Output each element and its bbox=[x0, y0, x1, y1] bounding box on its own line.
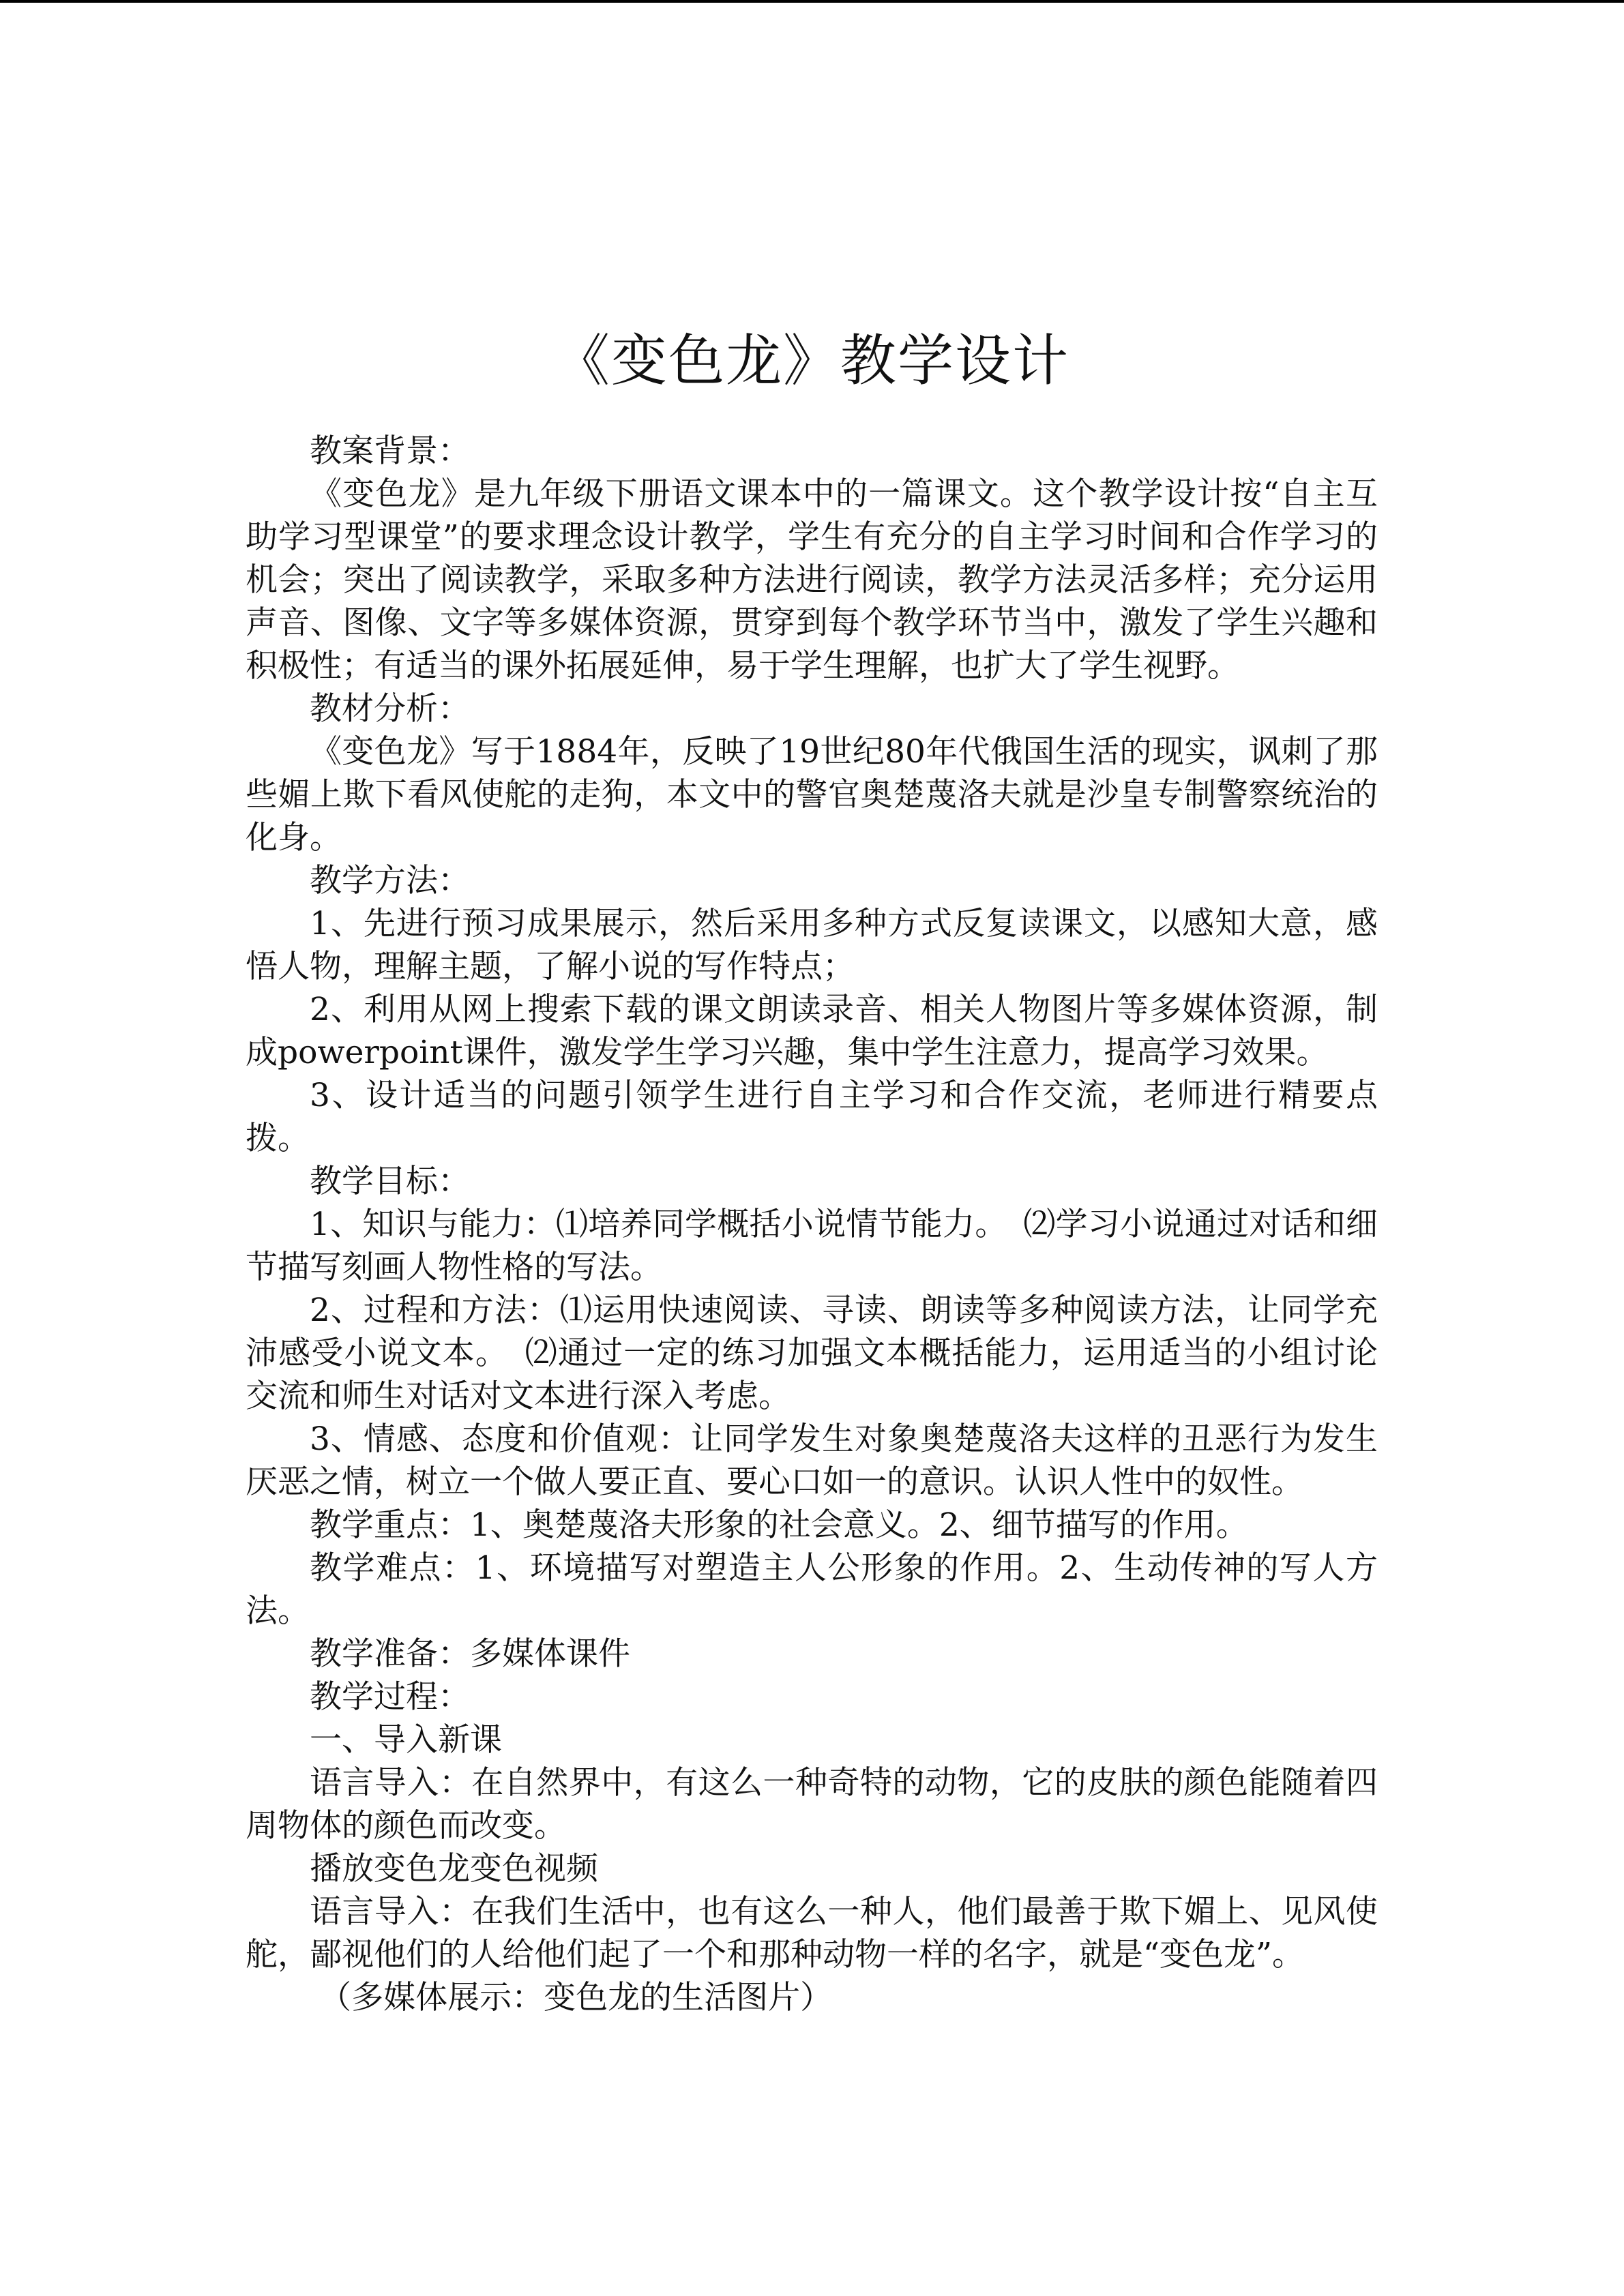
teaching-preparation: 教学准备：多媒体课件 bbox=[310, 1635, 630, 1673]
section-heading-teaching-process: 教学过程： bbox=[310, 1678, 470, 1716]
teaching-goal-item-1: 1、知识与能力：⑴培养同学概括小说情节能力。 ⑵学习小说通过对话和细节描写刻画人物性格的写法。 bbox=[246, 1206, 1378, 1286]
section-heading-teaching-method: 教学方法： bbox=[310, 862, 470, 899]
language-intro-2: 语言导入：在我们生活中，也有这么一种人，他们最善于欺下媚上、见风使舵，鄙视他们的人给他们起了一个和那种动物一样的名字，就是“变色龙”。 bbox=[246, 1893, 1378, 1973]
background-paragraph: 《变色龙》是九年级下册语文课本中的一篇课文。这个教学设计按“自主互助学习型课堂”的要求理念设计教学，学生有充分的自主学习时间和合作学习的机会；突出了阅读教学，采取多种方法进行阅读，教学方法灵活多样；充分运用声音、图像、文字等多媒体资源，贯穿到每个教学环节当中，激发了学生兴趣和积极性；有适当的课外拓展延伸，易于学生理解，也扩大了学生视野。 bbox=[246, 475, 1378, 685]
play-video-note: 播放变色龙变色视频 bbox=[310, 1850, 598, 1888]
teaching-key-points: 教学重点：1、奥楚蔑洛夫形象的社会意义。2、细节描写的作用。 bbox=[310, 1506, 1248, 1544]
teaching-goal-item-3: 3、情感、态度和价值观：让同学发生对象奥楚蔑洛夫这样的丑恶行为发生厌恶之情，树立一个做人要正直、要心口如一的意识。认识人性中的奴性。 bbox=[246, 1420, 1378, 1501]
document-page bbox=[246, 320, 1378, 2019]
section-heading-teaching-goals: 教学目标： bbox=[310, 1163, 470, 1200]
teaching-method-item-2: 2、利用从网上搜索下载的课文朗读录音、相关人物图片等多媒体资源，制成powerpoint课件，激发学生学习兴趣，集中学生注意力，提高学习效果。 bbox=[246, 991, 1378, 1071]
teaching-goal-item-2: 2、过程和方法：⑴运用快速阅读、寻读、朗读等多种阅读方法，让同学充沛感受小说文本。 ⑵通过一定的练习加强文本概括能力，运用适当的小组讨论交流和师生对话对文本进行深入考虑。 bbox=[246, 1292, 1378, 1415]
section-heading-background: 教案背景： bbox=[310, 432, 470, 470]
teaching-method-item-3: 3、设计适当的问题引领学生进行自主学习和合作交流，老师进行精要点拨。 bbox=[246, 1077, 1378, 1157]
multimedia-display-note: （多媒体展示：变色龙的生活图片） bbox=[319, 1979, 833, 2016]
section-heading-material-analysis: 教材分析： bbox=[310, 690, 470, 728]
process-step-1-heading: 一、导入新课 bbox=[310, 1721, 502, 1759]
language-intro-1: 语言导入：在自然界中，有这么一种奇特的动物，它的皮肤的颜色能随着四周物体的颜色而改变。 bbox=[246, 1764, 1378, 1845]
teaching-difficulties: 教学难点：1、环境描写对塑造主人公形象的作用。2、生动传神的写人方法。 bbox=[246, 1549, 1378, 1630]
page-top-border bbox=[0, 0, 1624, 3]
material-analysis-paragraph: 《变色龙》写于1884年，反映了19世纪80年代俄国生活的现实，讽刺了那些媚上欺下看风使舵的走狗，本文中的警官奥楚蔑洛夫就是沙皇专制警察统治的化身。 bbox=[246, 733, 1378, 856]
document-title: 《变色龙》教学设计 bbox=[553, 329, 1069, 393]
teaching-method-item-1: 1、先进行预习成果展示，然后采用多种方式反复读课文，以感知大意，感悟人物，理解主题，了解小说的写作特点； bbox=[246, 905, 1378, 985]
